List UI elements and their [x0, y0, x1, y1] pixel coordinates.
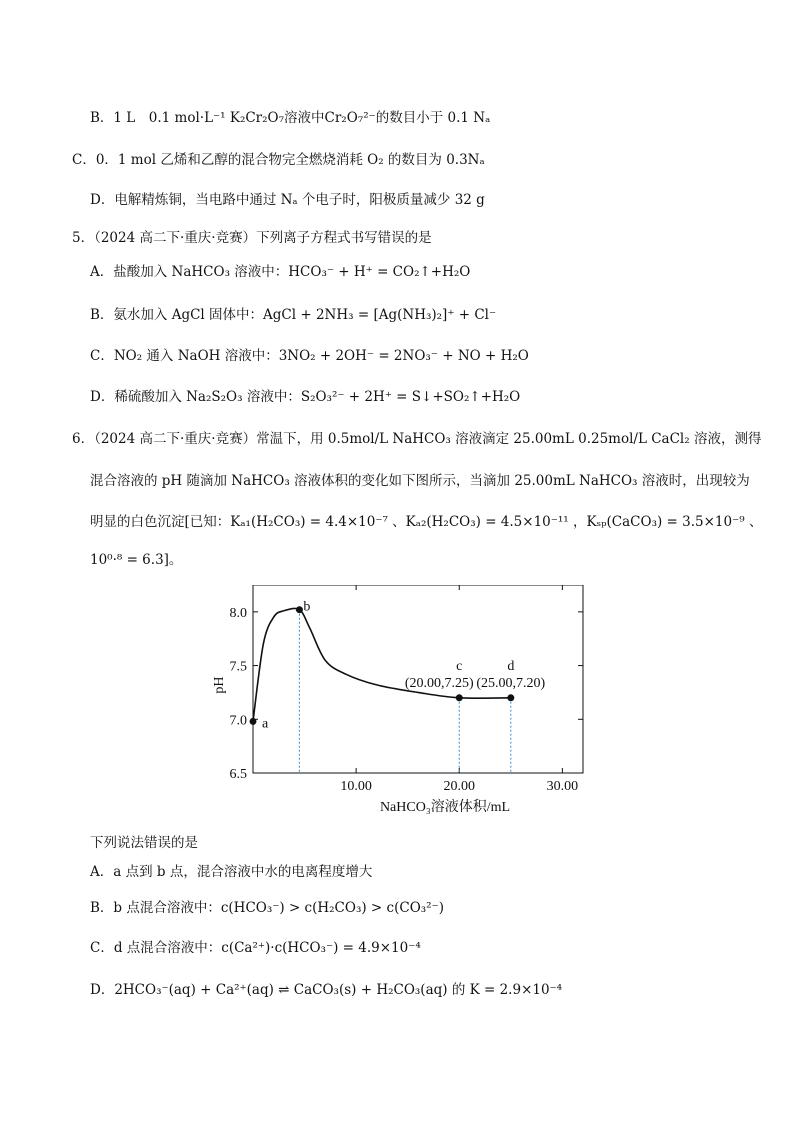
- point-label-d: d: [507, 658, 515, 674]
- q5-option-b: B．氨水加入 AgCl 固体中：AgCl + 2NH₃ = [Ag(NH₃)₂]⁺ + Cl⁻: [90, 307, 497, 323]
- q6-stem-4: 10⁰·⁸ = 6.3]。: [90, 552, 183, 568]
- item-b: B．1 L 0.1 mol·L⁻¹ K₂Cr₂O₇溶液中Cr₂O₇²⁻的数目小于 0.1 Nₐ: [90, 110, 491, 126]
- q6-option-a: A．a 点到 b 点，混合溶液中水的电离程度增大: [90, 864, 373, 880]
- q5-stem: 5．（2024 高二下·重庆·竞赛）下列离子方程式书写错误的是: [72, 230, 432, 246]
- y-tick-label: 8.0: [229, 605, 247, 621]
- x-axis-label: NaHCO₃溶液体积/mL: [379, 800, 511, 815]
- q5-option-a: A．盐酸加入 NaHCO₃ 溶液中：HCO₃⁻ + H⁺ = CO₂↑+H₂O: [90, 264, 471, 280]
- chart-svg: [205, 585, 605, 825]
- q6-stem-2: 混合溶液的 pH 随滴加 NaHCO₃ 溶液体积的变化如下图所示，当滴加 25.00mL NaHCO₃ 溶液时，出现较为: [90, 473, 750, 489]
- q6-option-c: C．d 点混合溶液中：c(Ca²⁺)·c(HCO₃⁻) = 4.9×10⁻⁴: [90, 940, 421, 956]
- point-a: [250, 718, 257, 725]
- q6-after-chart: 下列说法错误的是: [90, 835, 198, 851]
- x-tick-label: 30.00: [546, 779, 579, 794]
- point-label-a: a: [262, 716, 269, 732]
- point-b: [296, 606, 303, 613]
- item-d: D．电解精炼铜，当电路中通过 Nₐ 个电子时，阳极质量减少 32 g: [90, 192, 485, 208]
- q5-option-d: D．稀硫酸加入 Na₂S₂O₃ 溶液中：S₂O₃²⁻ + 2H⁺ = S↓+SO₂↑+H₂O: [90, 389, 521, 405]
- q6-option-d: D．2HCO₃⁻(aq) + Ca²⁺(aq) ⇌ CaCO₃(s) + H₂CO₃(aq) 的 K = 2.9×10⁻⁴: [90, 982, 563, 998]
- x-tick-label: 20.00: [443, 779, 475, 794]
- q6-stem-1: 6．（2024 高二下·重庆·竞赛）常温下，用 0.5mol/L NaHCO₃ 溶液滴定 25.00mL 0.25mol/L CaCl₂ 溶液，测得: [72, 431, 762, 447]
- x-tick-label: 10.00: [340, 779, 372, 794]
- ph-curve: [253, 608, 511, 721]
- point-label-b: b: [303, 599, 311, 615]
- y-tick-label: 7.0: [229, 713, 247, 729]
- point-d: [507, 694, 514, 701]
- q6-stem-3: 明显的白色沉淀[已知：Kₐ₁(H₂CO₃) = 4.4×10⁻⁷ 、Kₐ₂(H₂CO₃) = 4.5×10⁻¹¹ ，Kₛₚ(CaCO₃) = 3.5×10⁻⁹ 、: [90, 514, 763, 530]
- point-coord-d: (25.00,7.20): [476, 675, 546, 691]
- q5-option-c: C．NO₂ 通入 NaOH 溶液中：3NO₂ + 2OH⁻ = 2NO₃⁻ + NO + H₂O: [90, 348, 529, 364]
- point-coord-c: (20.00,7.25): [404, 675, 474, 691]
- y-tick-label: 6.5: [229, 767, 247, 782]
- y-axis-label: pH: [212, 676, 227, 694]
- q6-option-b: B．b 点混合溶液中：c(HCO₃⁻) > c(H₂CO₃) > c(CO₃²⁻): [90, 900, 444, 916]
- ph-titration-chart: [205, 585, 605, 825]
- item-c: C．0．1 mol 乙烯和乙醇的混合物完全燃烧消耗 O₂ 的数目为 0.3Nₐ: [72, 152, 485, 168]
- point-c: [456, 694, 463, 701]
- point-label-c: c: [456, 658, 463, 674]
- y-tick-label: 7.5: [229, 659, 247, 675]
